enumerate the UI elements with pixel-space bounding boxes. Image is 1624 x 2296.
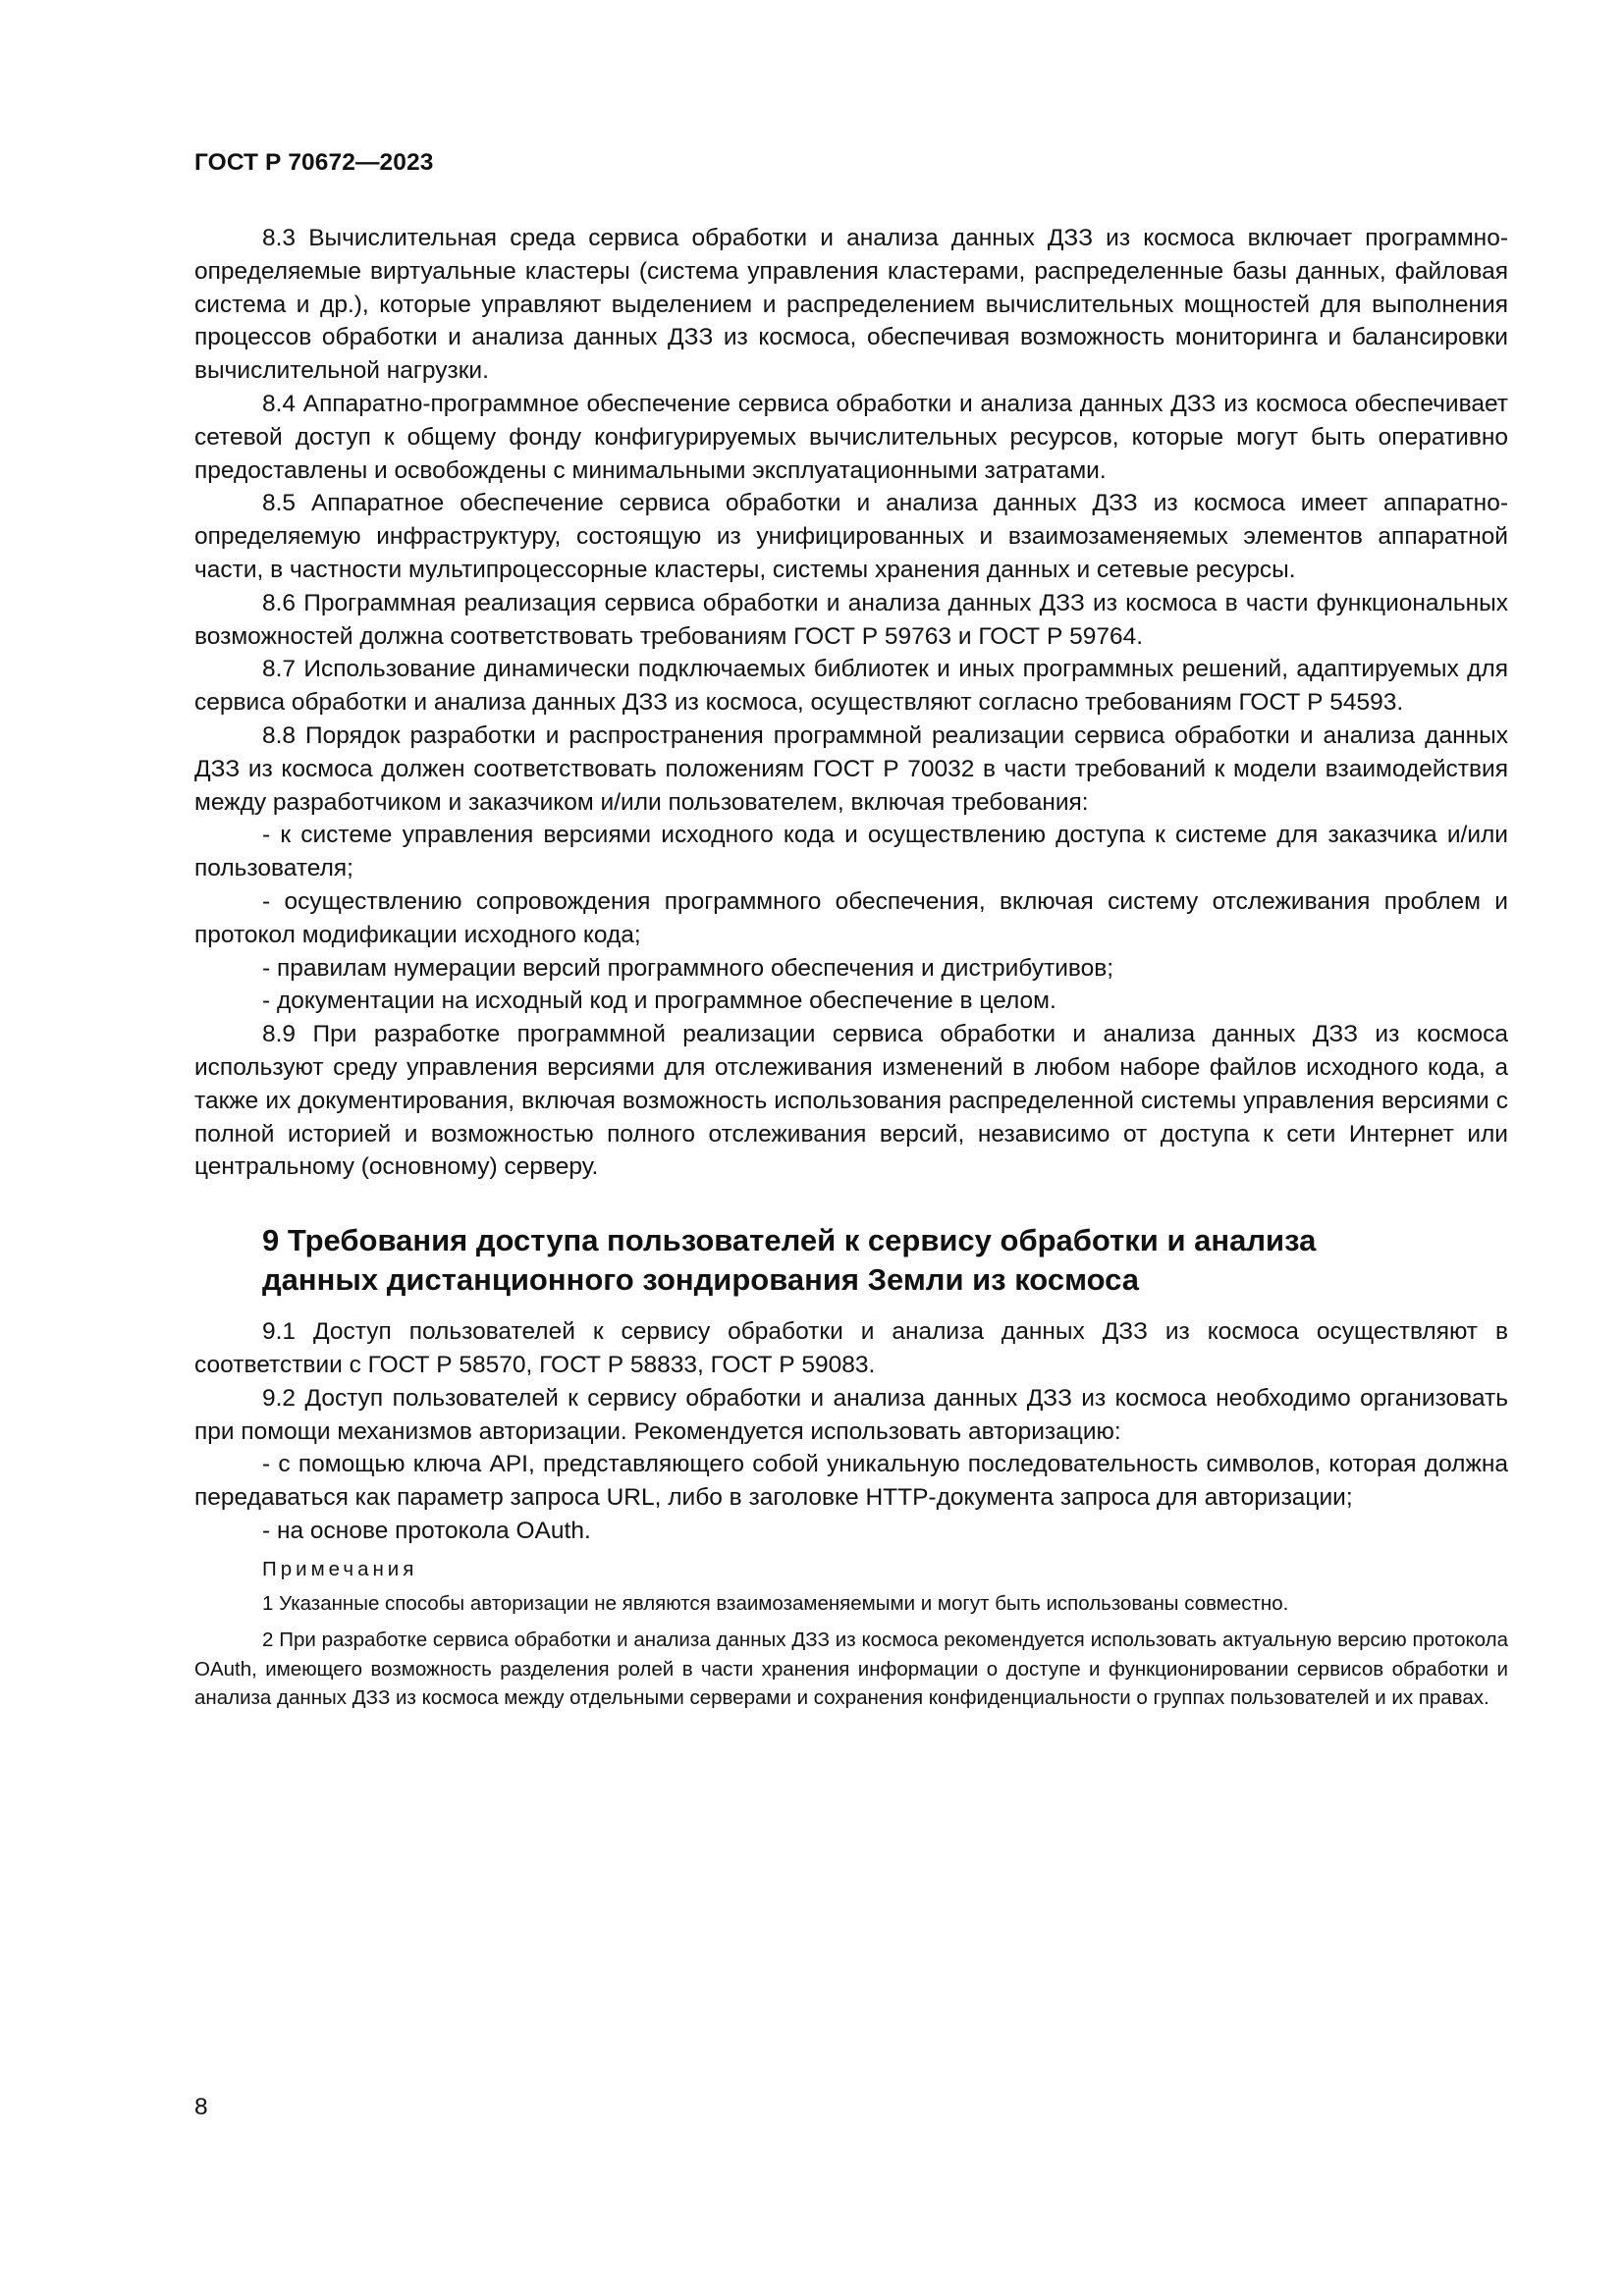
paragraph-8-3: 8.3 Вычислительная среда сервиса обработки и анализа данных ДЗЗ из космоса включает программно-определяемые виртуальные кластеры (система управления кластерами, распределенные базы данных, файловая система и др.), которые управляют выделением и распределением вычислительных мощностей для выполнения процессов обработки и анализа данных ДЗЗ из космоса, обеспечивая возможность мониторинга и балансировки вычислительной нагрузки. [194,225,1508,385]
paragraph-8-8: 8.8 Порядок разработки и распространения программной реализации сервиса обработки и анализа данных ДЗЗ из космоса должен соответствовать положениям ГОСТ Р 70032 в части требований к модели взаимодействия между разработчиком и заказчиком и/или пользователем, включая требования: [194,721,1508,816]
section-9-heading-line1: 9 Требования доступа пользователей к сервису обработки и анализа [262,1223,1317,1258]
page-number: 8 [194,2094,208,2120]
note-2: 2 При разработке сервиса обработки и анализа данных ДЗЗ из космоса рекомендуется использовать актуальную версию протокола OAuth, имеющего возможность разделения ролей в части хранения информации о доступе и функционировании сервисов обработки и анализа данных ДЗЗ из космоса между отдельными серверами и сохранения конфиденциальности о группах пользователей и их правах. [194,1629,1508,1710]
paragraph-8-6: 8.6 Программная реализация сервиса обработки и анализа данных ДЗЗ из космоса в части функциональных возможностей должна соответствовать требованиям ГОСТ Р 59763 и ГОСТ Р 59764. [194,589,1508,650]
document-header: ГОСТ Р 70672—2023 [194,149,434,176]
list-item-documentation: - документации на исходный код и программное обеспечение в целом. [262,988,1056,1015]
list-item-api-key: - с помощью ключа API, представляющего собой уникальную последовательность символов, которая должна передаваться как параметр запроса URL, либо в заголовке HTTP-документа запроса для авторизации; [194,1451,1508,1512]
document-body [194,222,1508,1713]
paragraph-9-1: 9.1 Доступ пользователей к сервису обработки и анализа данных ДЗЗ из космоса осуществляют в соответствии с ГОСТ Р 58570, ГОСТ Р 58833, ГОСТ Р 59083. [194,1318,1508,1378]
paragraph-8-7: 8.7 Использование динамически подключаемых библиотек и иных программных решений, адаптируемых для сервиса обработки и анализа данных ДЗЗ из космоса, осуществляют согласно требованиям ГОСТ Р 54593. [194,656,1508,717]
list-item-version-control: - к системе управления версиями исходного кода и осуществлению доступа к системе для заказчика и/или пользователя; [194,822,1508,882]
paragraph-8-5: 8.5 Аппаратное обеспечение сервиса обработки и анализа данных ДЗЗ из космоса имеет аппаратно-определяемую инфраструктуру, состоящую из унифицированных и взаимозаменяемых элементов аппаратной части, в частности мультипроцессорные кластеры, системы хранения данных и сетевые ресурсы. [194,490,1508,583]
list-item-maintenance: - осуществлению сопровождения программного обеспечения, включая систему отслеживания проблем и протокол модификации исходного кода; [194,887,1508,948]
list-item-oauth: - на основе протокола OAuth. [262,1517,591,1544]
paragraph-9-2: 9.2 Доступ пользователей к сервису обработки и анализа данных ДЗЗ из космоса необходимо организовать при помощи механизмов авторизации. Рекомендуется использовать авторизацию: [194,1384,1508,1445]
section-9-heading-line2: данных дистанционного зондирования Земли из космоса [262,1262,1139,1298]
list-item-versioning-rules: - правилам нумерации версий программного обеспечения и дистрибутивов; [262,954,1114,982]
paragraph-8-9: 8.9 При разработке программной реализации сервиса обработки и анализа данных ДЗЗ из космоса используют среду управления версиями для отслеживания изменений в любом наборе файлов исходного кода, а также их документирования, включая возможность использования распределенной системы управления версиями с полной историей и возможностью полного отслеживания версий, независимо от доступа к сети Интернет или центральному (основному) серверу. [194,1021,1508,1181]
section-9-heading [194,1221,1508,1300]
note-1: 1 Указанные способы авторизации не являются взаимозаменяемыми и могут быть использованы совместно. [262,1591,1289,1615]
paragraph-8-4: 8.4 Аппаратно-программное обеспечение сервиса обработки и анализа данных ДЗЗ из космоса обеспечивает сетевой доступ к общему фонду конфигурируемых вычислительных ресурсов, которые могут быть оперативно предоставлены и освобождены с минимальными эксплуатационными затратами. [194,390,1508,484]
notes-label: Примечания [262,1557,418,1580]
